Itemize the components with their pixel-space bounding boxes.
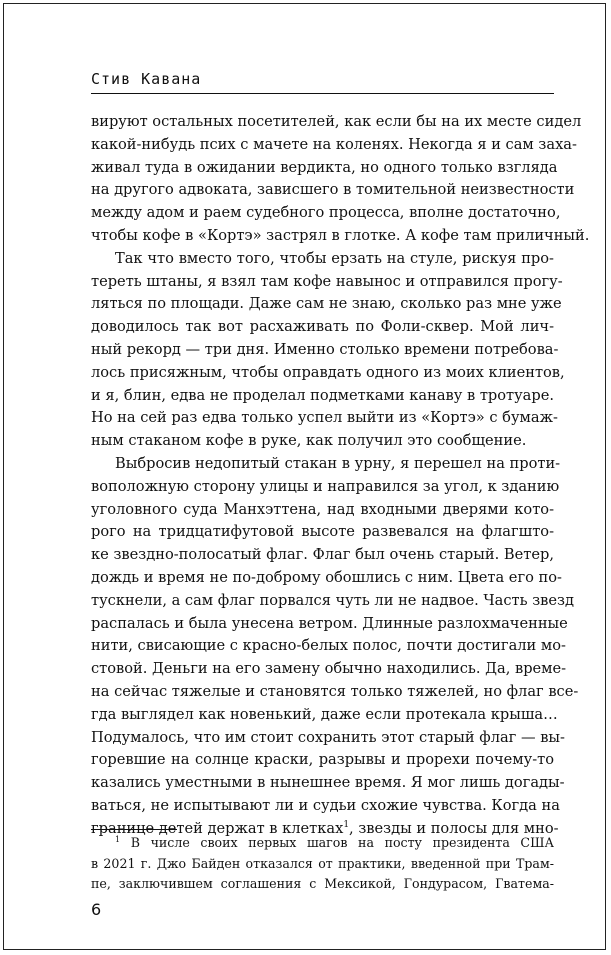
text-line: казались уместными в нынешнее время. Я мог лишь догады- xyxy=(91,774,565,792)
text-fragment: границе детей держат в клетках xyxy=(91,819,344,837)
text-line: дождь и время не по-доброму обошлись с ним. Цвета его по- xyxy=(91,568,562,586)
text-line: нити, свисающие с красно-белых полос, почти достигали мо- xyxy=(91,637,566,655)
text-line: живал туда в ожидании вердикта, но одного только взгляда xyxy=(91,158,558,176)
footnote-marker: 1 xyxy=(115,835,121,844)
footnote-line: в 2021 г. Джо Байден отказался от практики, введенной при Трам- xyxy=(91,855,554,871)
text-line: стовой. Деньги на его замену обычно находились. Да, време- xyxy=(91,660,567,678)
text-line: чтобы кофе в «Кортэ» застрял в глотке. А кофе там приличный. xyxy=(91,226,590,244)
text-line: между адом и раем судебного процесса, вполне достаточно, xyxy=(91,204,561,222)
text-line: рого на тридцатифутовой высоте развевался на флагшто- xyxy=(91,523,554,541)
text-line: горевшие на солнце краски, разрывы и прорехи почему-то xyxy=(91,751,554,769)
page-number: 6 xyxy=(91,900,102,919)
text-line: гда выглядел как новенький, даже если протекала крыша… xyxy=(91,705,558,723)
text-line: ляться по площади. Даже сам не знаю, сколько раз мне уже xyxy=(91,295,562,313)
text-line: уголовного суда Манхэттена, над входными дверями кото- xyxy=(91,500,554,518)
text-line: лось присяжным, чтобы оправдать одного из моих клиентов, xyxy=(91,363,565,381)
text-line: Выбросив недопитый стакан в урну, я перешел на проти- xyxy=(115,454,561,472)
text-line: на сейчас тяжелые и становятся только тяжелей, но флаг все- xyxy=(91,682,579,700)
footnote-line: пе, заключившем соглашения с Мексикой, Гондурасом, Гватема- xyxy=(91,876,554,891)
text-line: доводилось так вот расхаживать по Фоли-сквер. Мой лич- xyxy=(91,318,554,336)
text-line: какой-нибудь псих с мачете на коленях. Некогда я и сам заха- xyxy=(91,135,577,153)
text-line: ным стаканом кофе в руке, как получил это сообщение. xyxy=(91,432,527,450)
text-line: Так что вместо того, чтобы ерзать на стуле, рискуя про- xyxy=(115,249,554,267)
footnote-text: В числе своих первых шагов на посту президента США xyxy=(130,835,554,850)
text-line: распалась и была унесена ветром. Длинные разлохмаченные xyxy=(91,614,568,632)
text-line: ваться, не испытывают ли и судьи схожие чувства. Когда на xyxy=(91,796,560,814)
text-line: ный рекорд — три дня. Именно столько времени потребова- xyxy=(91,340,559,358)
footnote-line xyxy=(91,833,554,854)
text-line: на другого адвоката, зависшего в томительной неизвестности xyxy=(91,181,575,199)
body-text xyxy=(91,111,590,841)
text-line: вируют остальных посетителей, как если бы на их месте сидел xyxy=(91,113,582,130)
text-line: тускнели, а сам флаг порвался чуть ли не надвое. Часть звезд xyxy=(91,591,574,609)
text-line: ке звездно-полосатый флаг. Флаг был очень старый. Ветер, xyxy=(91,546,554,564)
text-fragment: , звезды и полосы для мно- xyxy=(349,819,559,837)
text-line: Но на сей раз едва только успел выйти из «Кортэ» с бумаж- xyxy=(91,409,558,427)
text-line: воположную сторону улицы и направился за угол, к зданию xyxy=(91,477,560,495)
text-line: тереть штаны, я взял там кофе навынос и отправился прогу- xyxy=(91,272,563,290)
text-line: и я, блин, едва не проделал подметками канаву в тротуаре. xyxy=(91,386,555,404)
footnote-reference[interactable]: 1 xyxy=(343,819,350,830)
header-author: Стив Кавана xyxy=(91,70,202,88)
running-header xyxy=(91,70,554,94)
footnote xyxy=(91,833,554,895)
footnote-divider xyxy=(91,829,177,830)
text-line: Подумалось, что им стоит сохранить этот старый флаг — вы- xyxy=(91,728,565,746)
